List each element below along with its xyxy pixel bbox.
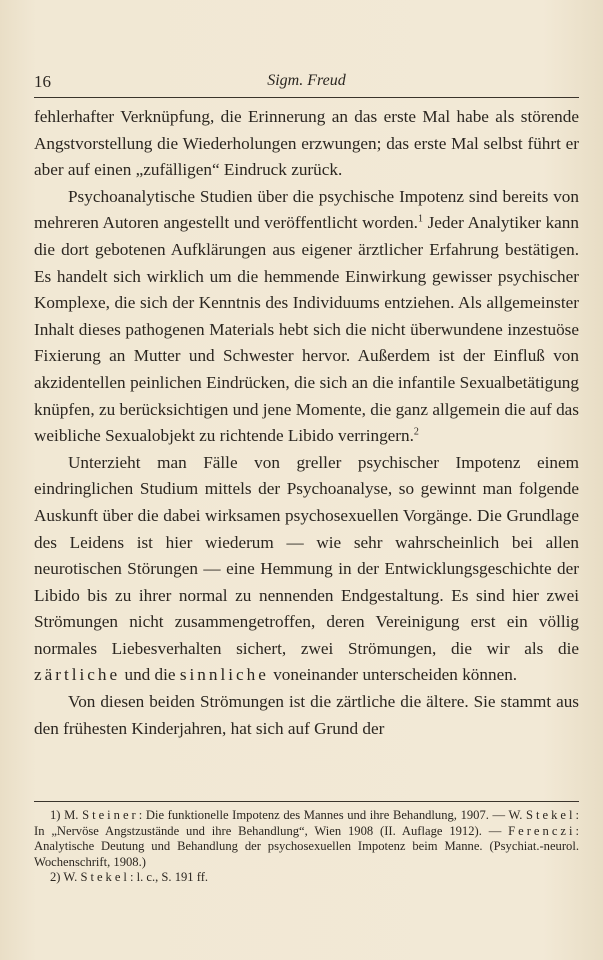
spaced-emphasis: Stekel	[526, 808, 576, 822]
text-run: Psychoanalytische Studien über die psychische Impotenz sind bereits von mehreren Autoren angestellt und veröffentlicht worden.	[34, 186, 579, 233]
footnote	[34, 808, 579, 870]
text-run: fehlerhafter Verknüpfung, die Erinnerung an das erste Mal habe als störende Angstvorstellung die Wiederholungen erzwungen; das erste Mal selbst führt er aber auf einen „zufälligen“ Eindruck zurück.	[34, 107, 579, 180]
paragraph	[34, 450, 579, 689]
footnote-marker: 1	[417, 213, 423, 225]
page-header	[34, 72, 579, 96]
text-run: und die	[120, 665, 180, 685]
footnote	[34, 870, 579, 886]
text-run: Von diesen beiden Strömungen ist die zärtliche die ältere. Sie stammt aus den frühesten Kinderjahren, hat sich auf Grund der	[34, 692, 579, 738]
text-run: : Analytische Deutung und Behandlung der psychosexuellen Impotenz beim Manne. (Psychiat.-neurol. Wochenschrift, 1908.)	[34, 823, 579, 869]
spaced-emphasis: zärtliche	[34, 665, 121, 685]
text-run: Jeder Analytiker kann die dort gebotenen Aufklärungen aus eigener ärztlicher Erfahrung bestätigen. Es handelt sich wirklich um die hemmende Einwirkung gewisser psychischer Komplexe, die sich der Kenntnis des Individuums entziehen. Als allgemeinster Inhalt dieses pathogenen Materials hebt sich die nicht überwundene inzestuöse Fixierung an Mutter und Schwester hervor. Außerdem ist der Einfluß von akzidentellen peinlichen Eindrücken, die sich an die infantile Sexualbetätigung knüpfen, zu berücksichtigen und jene Momente, die ganz allgemein die auf das weibliche Sexualobjekt zu richtende Libido verringern.	[34, 213, 579, 446]
text-run: : In „Nervöse Angstzustände und ihre Behandlung“, Wien 1908 (II. Auflage 1912). —	[34, 808, 579, 838]
text-run: 1) M.	[50, 808, 83, 822]
footnotes	[34, 808, 579, 886]
text-run: 2) W.	[50, 870, 81, 885]
text-run: : l. c., S. 191 ff.	[129, 870, 209, 885]
paragraph	[34, 184, 579, 450]
paragraph	[34, 104, 579, 184]
body-text	[34, 104, 579, 742]
page-number: 16	[34, 72, 51, 91]
text-run: Unterzieht man Fälle von greller psychischer Impotenz einem eindringlichen Studium mittels der Psychoanalyse, so gewinnt man folgende Auskunft über die dabei wirksamen psychosexuellen Vorgänge. Die Grundlage des Leidens ist hier wiederum — wie sehr wahrscheinlich bei allen neurotischen Störungen — eine Hemmung in der Entwicklungsgeschichte der Libido bis zu ihrer normal zu nennenden Endgestaltung. Es sind hier zwei Strömungen nicht zusammengetroffen, deren Vereinigung erst ein völlig normales Liebesverhalten sichert, zwei Strömungen, die wir als die	[34, 452, 579, 658]
spaced-emphasis: Ferenczi	[508, 823, 576, 838]
header-rule	[34, 97, 579, 98]
spaced-emphasis: Steiner	[82, 808, 139, 822]
running-head: Sigm. Freud	[267, 72, 346, 89]
text-run: : Die funktionelle Impotenz des Mannes und ihre Behandlung, 1907. — W.	[138, 808, 527, 822]
text-run: voneinander unterscheiden können.	[268, 665, 518, 685]
footnote-marker: 2	[413, 426, 419, 438]
spaced-emphasis: sinnliche	[179, 665, 269, 685]
footnote-rule	[34, 801, 579, 802]
paragraph	[34, 689, 579, 742]
spaced-emphasis: Stekel	[80, 870, 130, 885]
